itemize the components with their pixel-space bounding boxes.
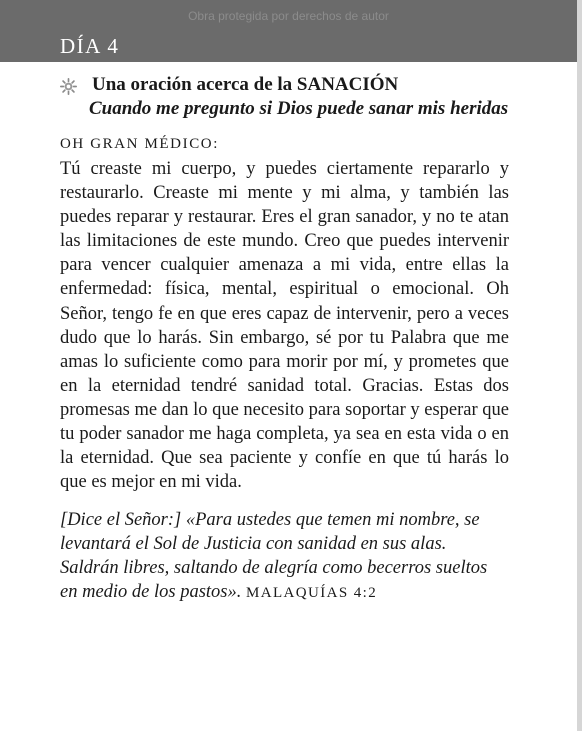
prayer-salutation: OH GRAN MÉDICO:: [60, 136, 219, 152]
prayer-body: Tú creaste mi cuerpo, y puedes ciertamente repararlo y restaurarlo. Creaste mi mente y mi alma, y también las puedes reparar y restaurar. Eres el gran sanador, y no te atan las limitaciones de este mundo. Creo que puedes intervenir para vencer cualquier amenaza a mi vida, entre ellas la enfermedad: física, mental, espiritual o emocional. Oh Señor, tengo fe en que eres capaz de intervenir, pero a veces dudo que lo harás. Sin embargo, sé por tu Palabra que me amas lo suficiente como para morir por mí, y prometes que en la eternidad tendré sanidad total. Gracias. Estas dos promesas me dan lo que necesito para soportar y esperar que tu poder sanador me haga completa, ya sea en esta vida o en la eternidad. Que sea paciente y confíe en que tú harás lo que es mejor en mi vida.: [60, 159, 509, 493]
page-header: [0, 0, 577, 62]
verse-reference: MALAQUÍAS 4:2: [246, 585, 378, 602]
copyright-watermark: Obra protegida por derechos de autor: [188, 9, 389, 23]
verse-text: [Dice el Señor:] «Para ustedes que temen mi nombre, se levantará el Sol de Justicia con sanidad en sus alas. Saldrán libres, saltando de alegría como becerros sueltos en medio de los pastos».: [60, 510, 488, 603]
day-title: DÍA 4: [60, 34, 120, 58]
prayer-subtitle: Cuando me pregunto si Dios puede sanar mis heridas: [89, 98, 509, 119]
sun-icon: [60, 78, 77, 95]
page-edge: [577, 0, 582, 731]
scripture-verse: [60, 508, 505, 605]
prayer-title: Una oración acerca de la SANACIÓN: [92, 74, 399, 95]
